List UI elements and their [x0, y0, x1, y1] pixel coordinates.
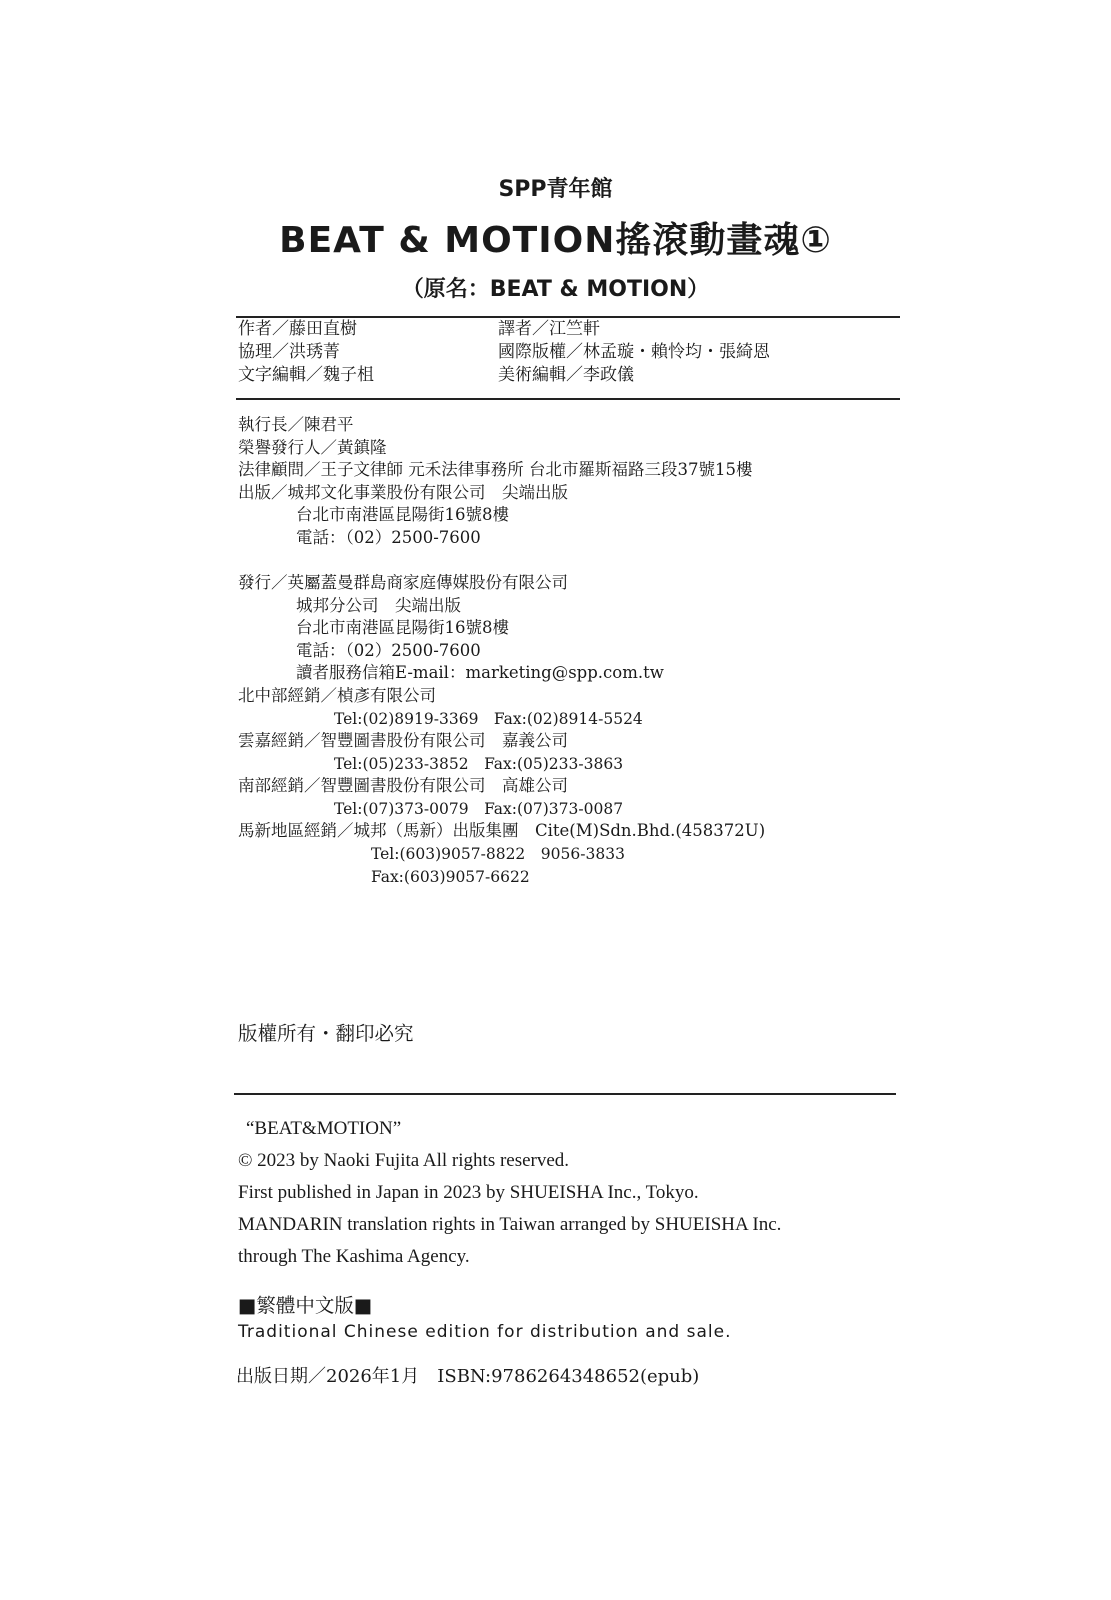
yunjia-tel: Tel:(05)233-3852 Fax:(05)233-3863 [334, 755, 624, 773]
divider-credits [236, 398, 900, 400]
distributor-address: 台北市南港區昆陽街16號8樓 [296, 618, 509, 637]
edition-heading: ■繁體中文版■ [238, 1294, 373, 1317]
south-tel: Tel:(07)373-0079 Fax:(07)373-0087 [334, 800, 624, 818]
credit-translator: 譯者／江竺軒 [498, 319, 600, 339]
publication-date-isbn: 出版日期／2026年1月 ISBN:9786264348652(epub) [236, 1366, 700, 1387]
publisher-line: 出版／城邦文化事業股份有限公司 尖端出版 [238, 483, 568, 502]
north-central-distributor: 北中部經銷／楨彥有限公司 [238, 686, 436, 705]
rights-notice: 版權所有・翻印必究 [238, 1022, 414, 1045]
north-central-tel: Tel:(02)8919-3369 Fax:(02)8914-5524 [334, 710, 643, 728]
original-title: （原名：BEAT & MOTION） [401, 277, 710, 302]
edition-note: Traditional Chinese edition for distribution and sale. [238, 1322, 732, 1342]
publisher-phone: 電話：（02）2500-7600 [296, 528, 481, 547]
credit-intl-rights: 國際版權／林孟璇・賴怜均・張綺恩 [498, 342, 770, 362]
distributor-line: 發行／英屬蓋曼群島商家庭傳媒股份有限公司 [238, 573, 568, 592]
agency-line: through The Kashima Agency. [238, 1246, 470, 1267]
malaysia-tel: Tel:(603)9057-8822 9056-3833 [371, 845, 625, 863]
reader-email: 讀者服務信箱E-mail：marketing@spp.com.tw [296, 663, 664, 682]
malaysia-fax: Fax:(603)9057-6622 [371, 868, 530, 886]
yunjia-distributor: 雲嘉經銷／智豐圖書股份有限公司 嘉義公司 [238, 731, 568, 750]
book-title: BEAT & MOTION搖滾動畫魂① [279, 220, 832, 261]
credit-author: 作者／藤田直樹 [238, 319, 357, 339]
credit-manager: 協理／洪琇菁 [238, 342, 340, 362]
ceo-line: 執行長／陳君平 [238, 415, 354, 434]
distributor-branch: 城邦分公司 尖端出版 [296, 596, 461, 615]
legal-counsel-line: 法律顧問／王子文律師 元禾法律事務所 台北市羅斯福路三段37號15樓 [238, 460, 753, 479]
original-title-english: “BEAT&MOTION” [246, 1118, 402, 1139]
first-published-line: First published in Japan in 2023 by SHUEISHA Inc., Tokyo. [238, 1182, 699, 1203]
south-distributor: 南部經銷／智豐圖書股份有限公司 高雄公司 [238, 776, 568, 795]
divider-copyright [234, 1093, 896, 1095]
distributor-phone: 電話：（02）2500-7600 [296, 641, 481, 660]
copyright-line: © 2023 by Naoki Fujita All rights reserved. [238, 1150, 570, 1171]
series-name: SPP青年館 [498, 177, 613, 202]
credit-text-editor: 文字編輯／魏子柤 [238, 365, 374, 385]
malaysia-distributor: 馬新地區經銷／城邦（馬新）出版集團 Cite(M)Sdn.Bhd.(458372U) [238, 821, 766, 840]
credit-art-editor: 美術編輯／李政儀 [498, 365, 634, 385]
honorary-publisher-line: 榮譽發行人／黃鎮隆 [238, 438, 387, 457]
publisher-address: 台北市南港區昆陽街16號8樓 [296, 505, 509, 524]
translation-rights-line: MANDARIN translation rights in Taiwan arranged by SHUEISHA Inc. [238, 1214, 782, 1235]
